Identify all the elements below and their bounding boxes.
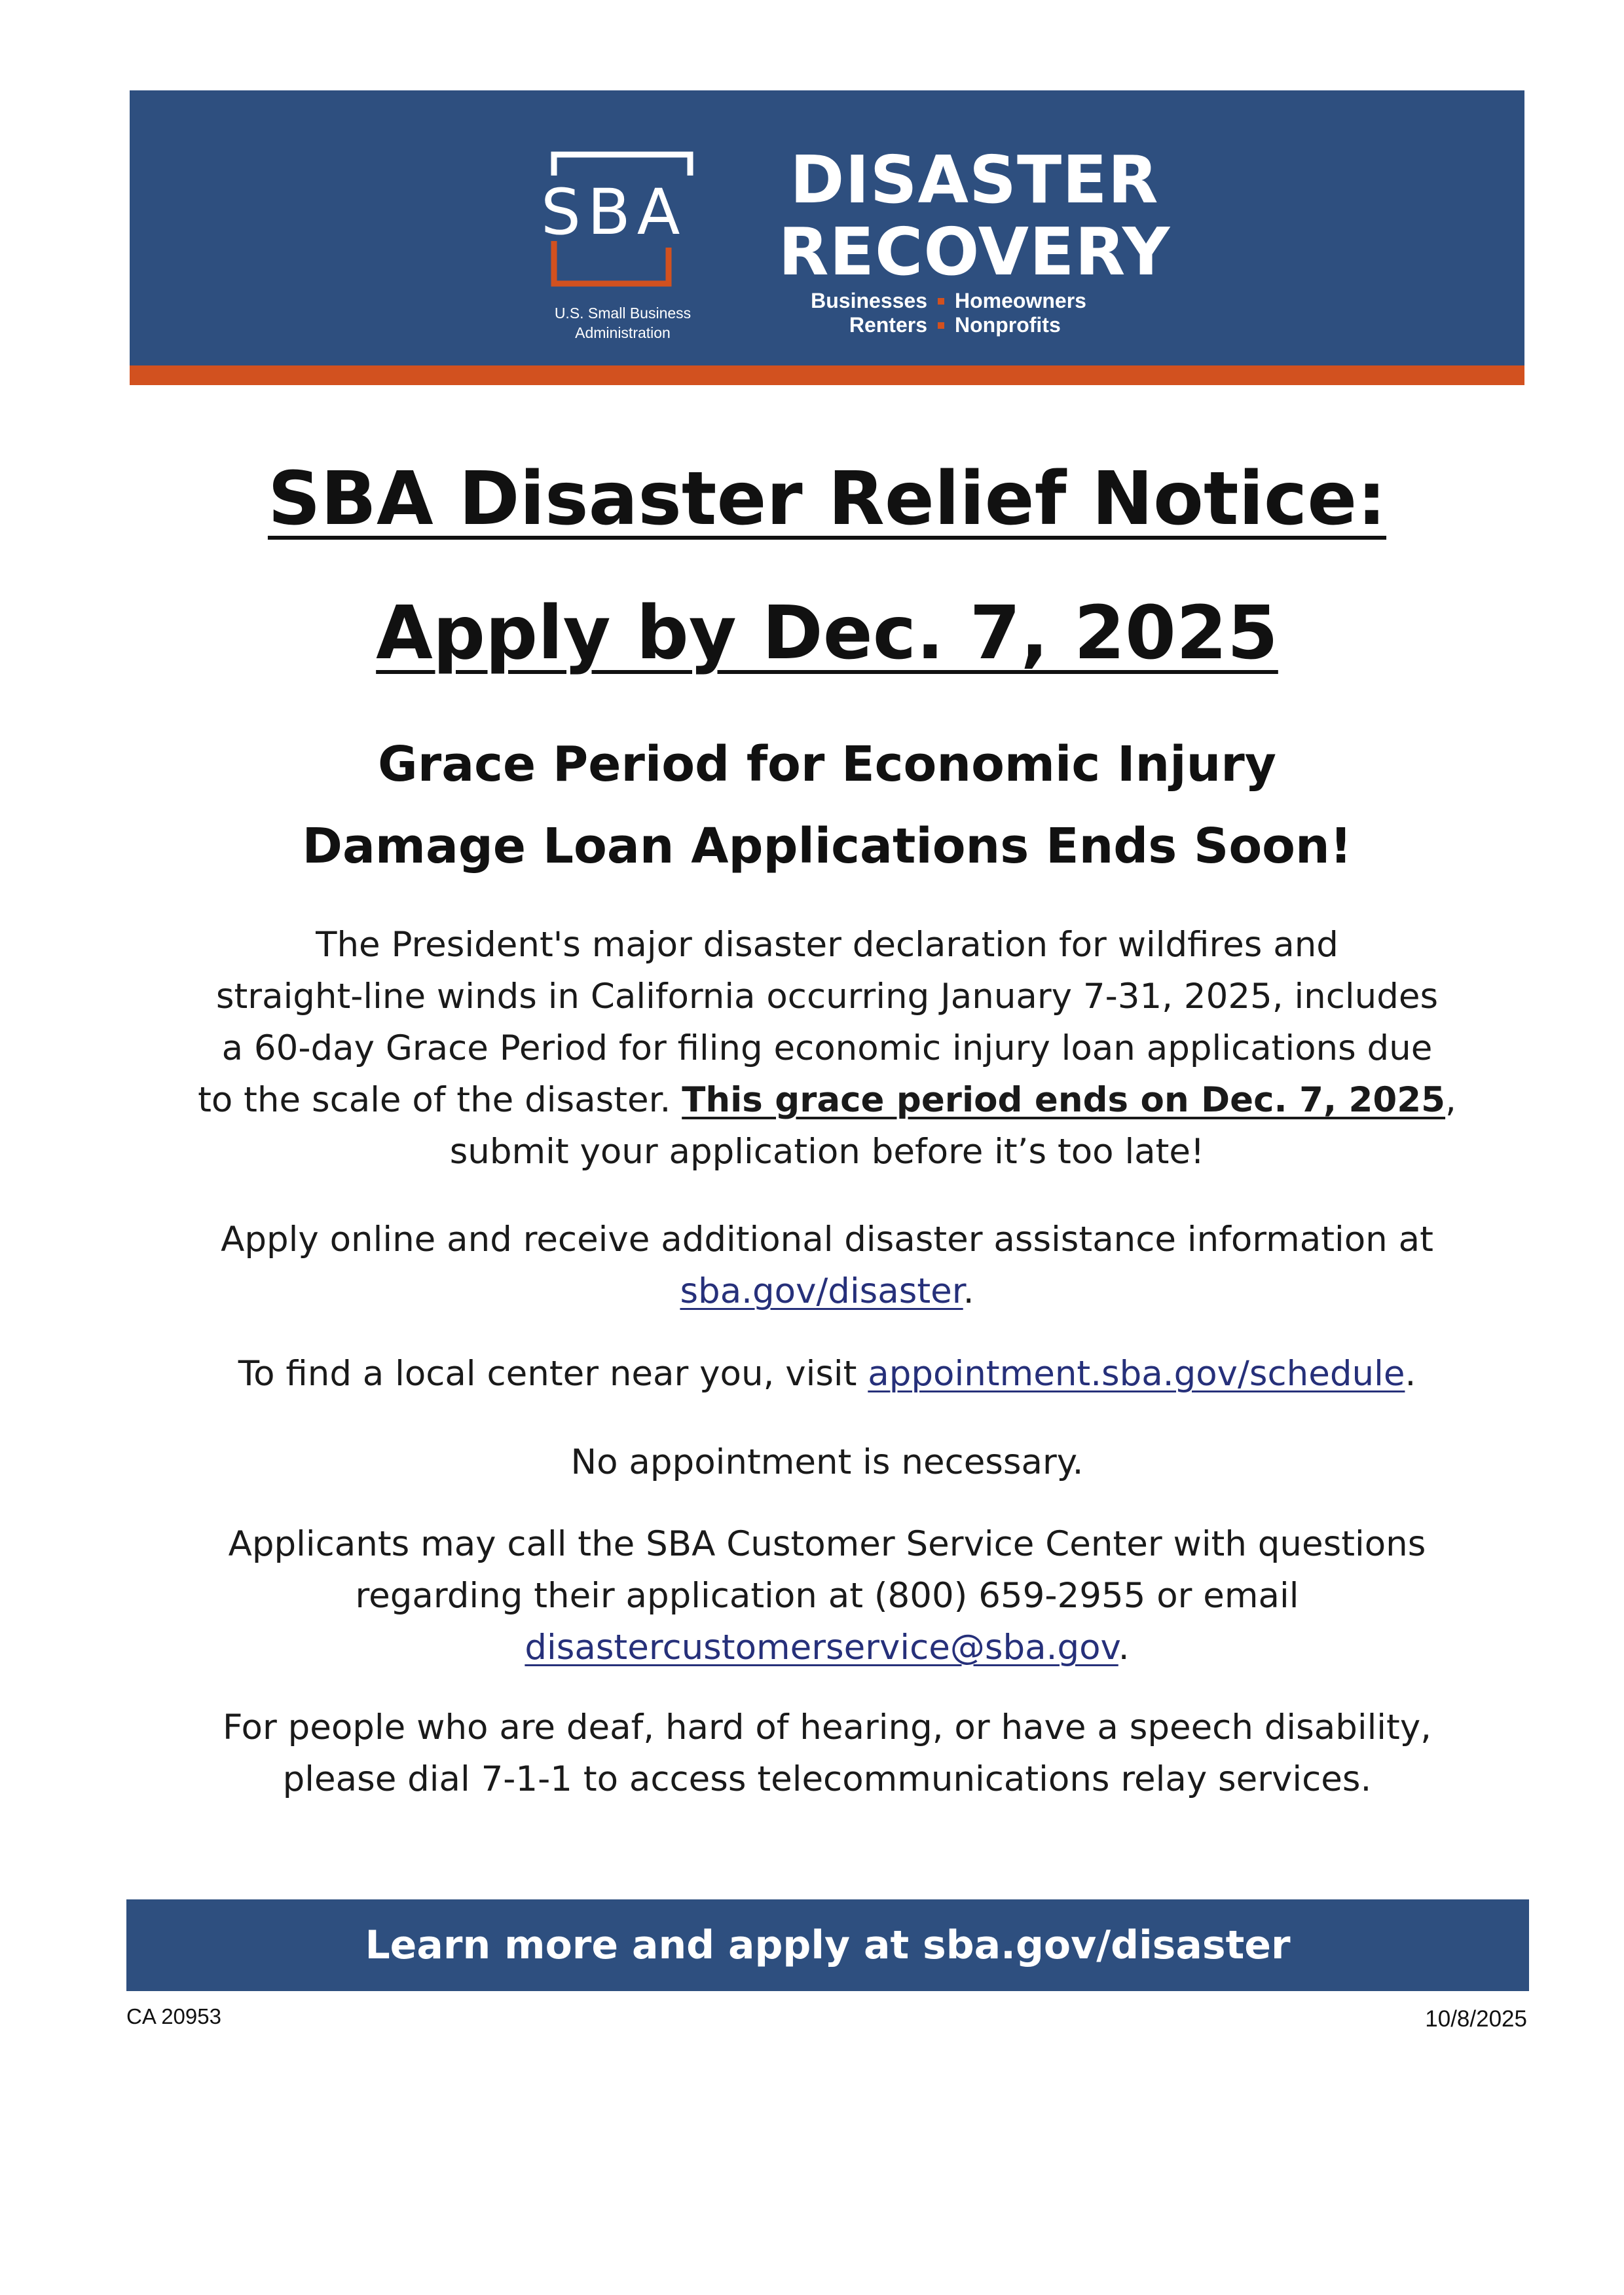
audience-renters: Renters	[849, 313, 927, 337]
apply-online-paragraph: Apply online and receive additional disaster assistance information at sba.gov/disaster.	[221, 1220, 1433, 1311]
audience-list	[758, 289, 1217, 337]
audience-row	[758, 313, 1217, 337]
agency-name: U.S. Small Business Administration	[554, 305, 692, 341]
document-code: CA 20953	[126, 2004, 221, 2028]
audience-homeowners: Homeowners	[955, 289, 1086, 312]
page-title	[130, 432, 1524, 701]
header-banner	[130, 90, 1524, 385]
audience-businesses: Businesses	[811, 289, 927, 312]
no-appointment-note: No appointment is necessary.	[570, 1442, 1084, 1482]
customer-service-email-link[interactable]: disastercustomerservice@sba.gov	[525, 1628, 1118, 1668]
footer-cta-text: Learn more and apply at sba.gov/disaster	[365, 1922, 1291, 1968]
customer-service-paragraph: Applicants may call the SBA Customer Service Center with questions regarding their application at (800) 659-2955 or email disastercustomerservice@sba.gov.	[228, 1524, 1426, 1668]
appointment-schedule-link[interactable]: appointment.sba.gov/schedule	[868, 1354, 1405, 1394]
deadline-highlight: This grace period ends on Dec. 7, 2025	[682, 1080, 1446, 1120]
declaration-paragraph: The President's major disaster declaration for wildfires and straight-line winds in California occurring January 7-31, 2025, includes a 60-day Grace Period for filing economic injury loan applications due to the scale of the disaster. This grace period ends on Dec. 7, 2025, submit your application before it’s too late!	[198, 925, 1456, 1172]
bullet-square-icon	[938, 298, 944, 305]
headline-line1: SBA Disaster Relief Notice:	[267, 457, 1387, 542]
banner-accent-stripe	[130, 365, 1524, 385]
banner-title: DISASTER RECOVERY	[778, 141, 1171, 290]
accessibility-paragraph: For people who are deaf, hard of hearing, or have a speech disability, please dial 7-1-1 to access telecommunications relay services.	[222, 1707, 1432, 1799]
sba-logo-text: SBA	[541, 176, 687, 249]
audience-nonprofits: Nonprofits	[955, 313, 1061, 337]
bullet-square-icon	[938, 322, 944, 329]
audience-row	[758, 289, 1217, 313]
local-center-paragraph: To find a local center near you, visit appointment.sba.gov/schedule.	[238, 1354, 1416, 1394]
document-date: 10/8/2025	[1425, 2006, 1527, 2032]
footer-bar	[126, 1899, 1529, 1991]
subheading: Grace Period for Economic Injury Damage Loan Applications Ends Soon!	[302, 736, 1352, 874]
sba-disaster-link[interactable]: sba.gov/disaster	[680, 1271, 963, 1311]
headline-line2: Apply by Dec. 7, 2025	[376, 591, 1278, 676]
